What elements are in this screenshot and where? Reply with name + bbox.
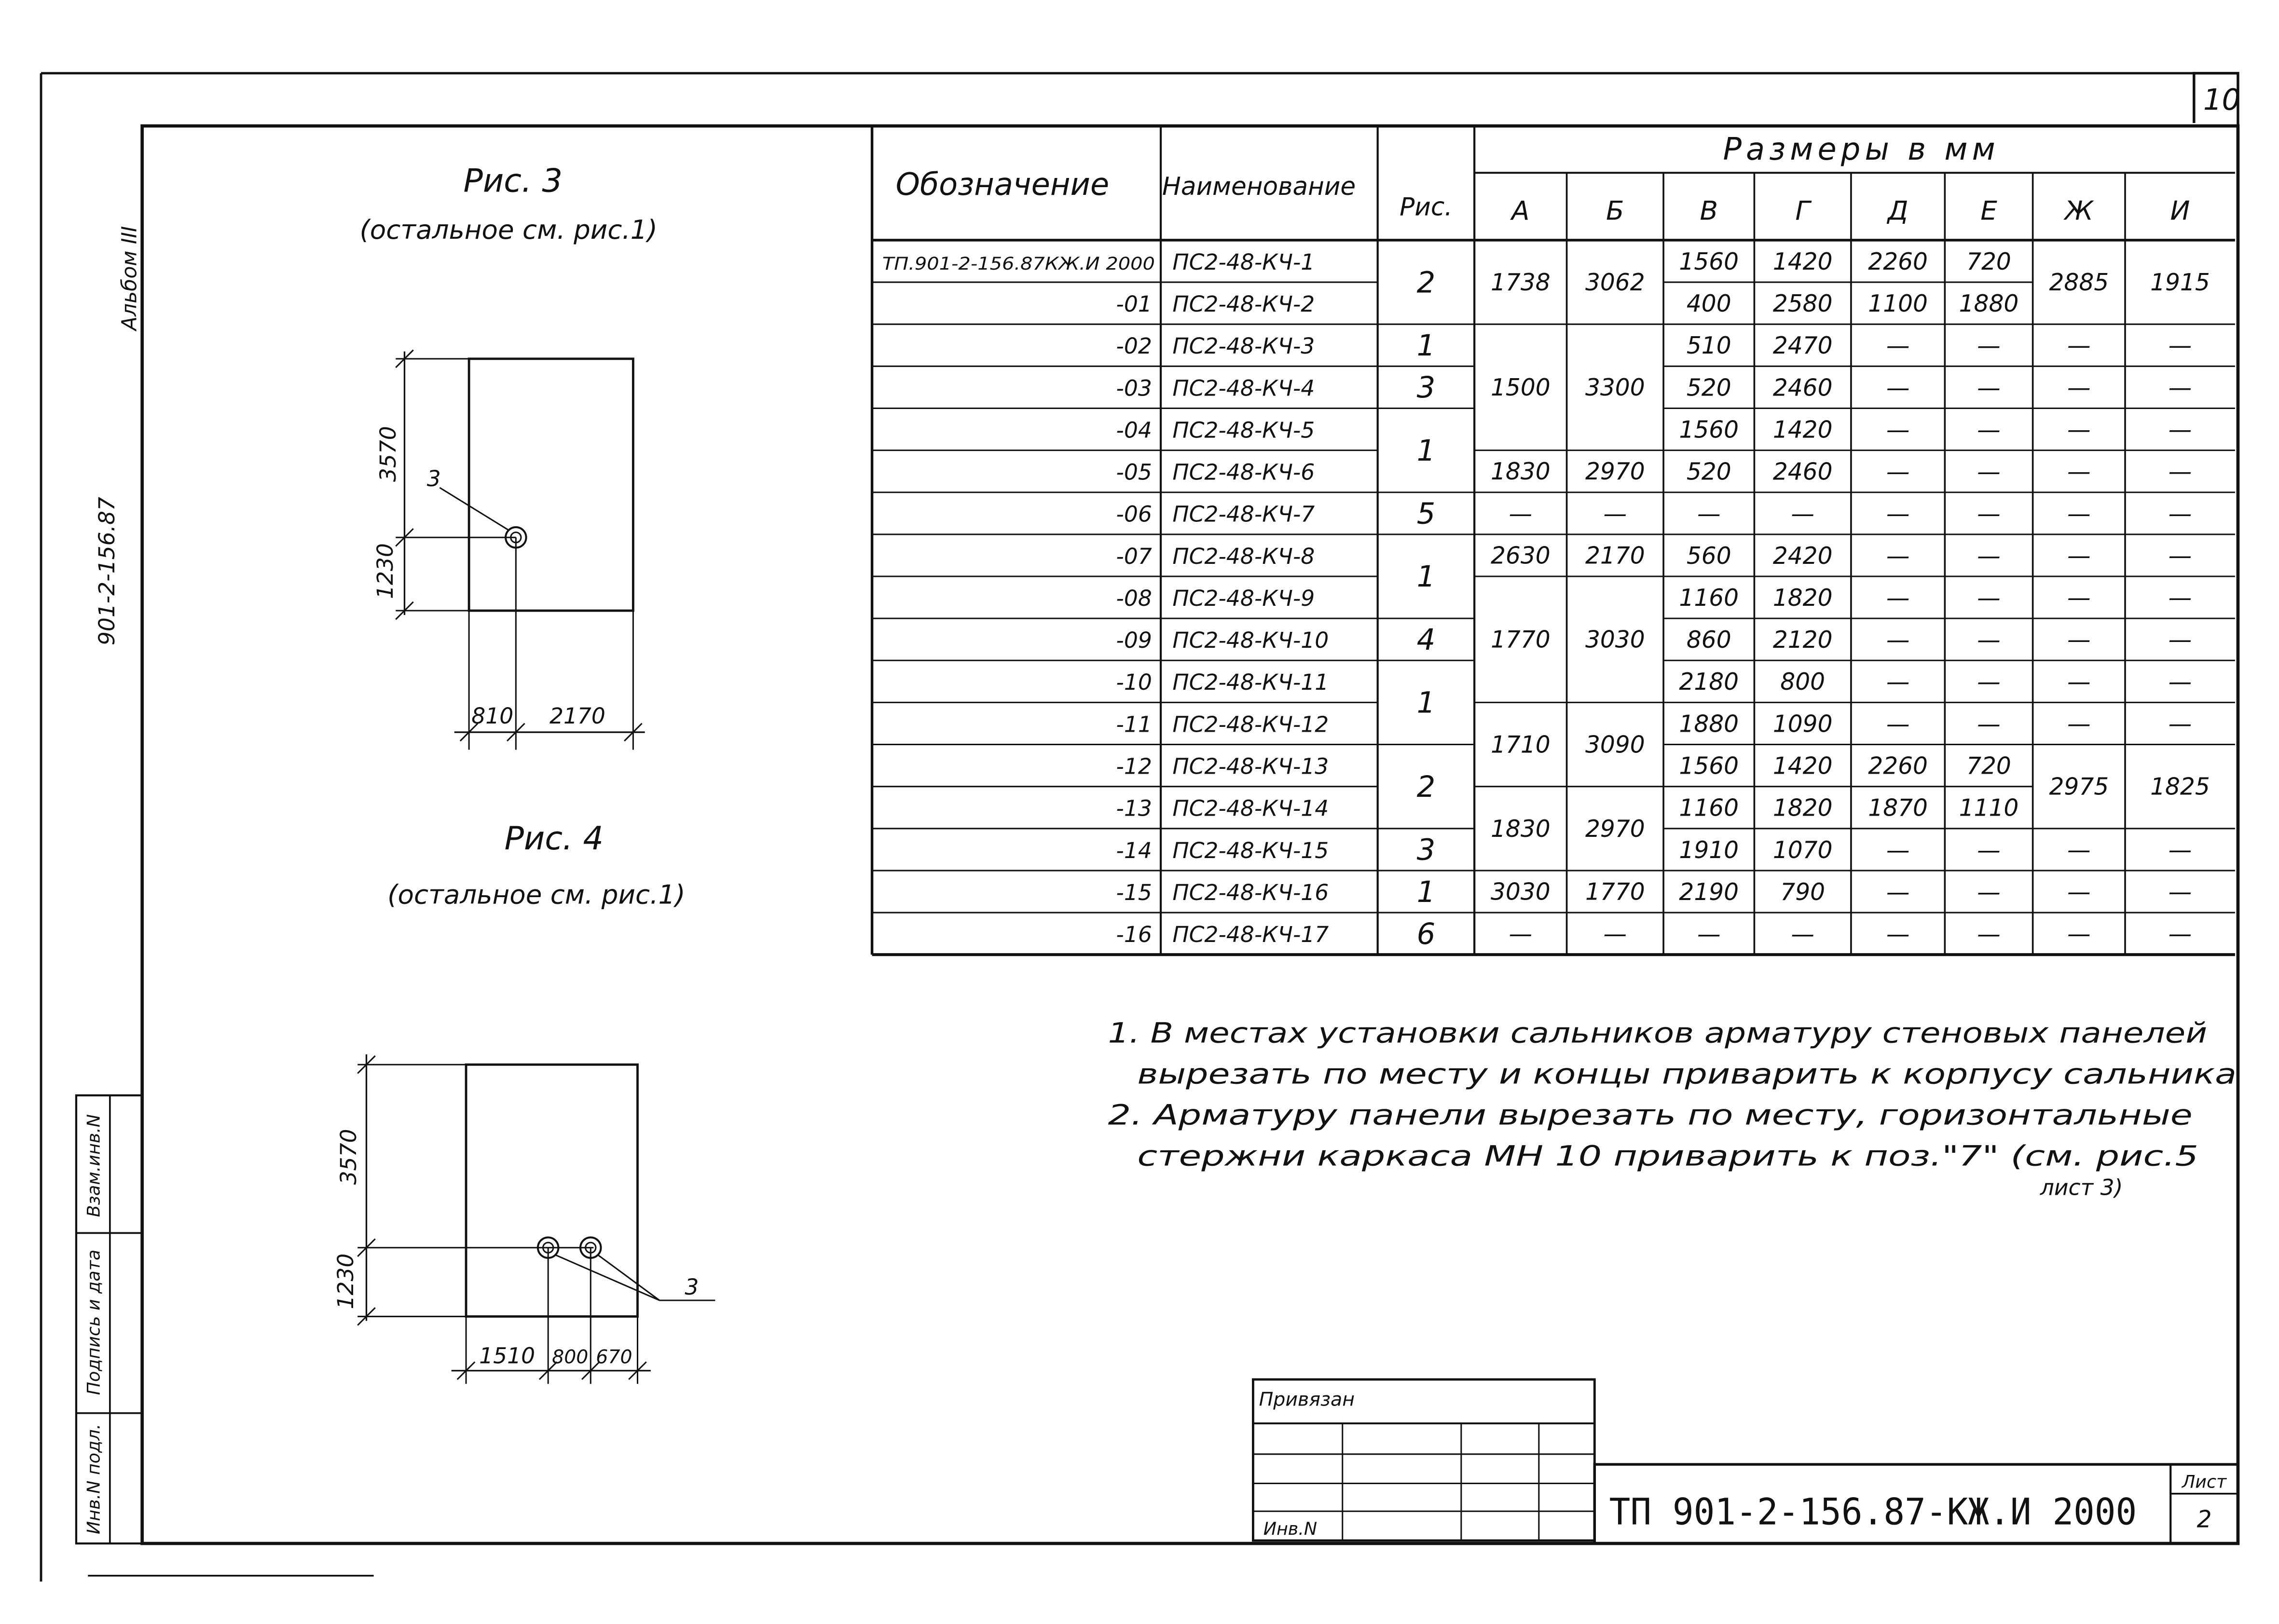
name-5: ПС2-48-КЧ-6 xyxy=(1172,459,1315,485)
stamp-list-number: 2 xyxy=(2197,1506,2212,1533)
figure-3 xyxy=(359,162,657,750)
fig4-dim-offset: 1230 xyxy=(333,1253,359,1310)
header-col-7: Ж xyxy=(2064,195,2093,226)
fig3-subtitle: (остальное см. рис.1) xyxy=(359,214,658,245)
fig4-dim-b: 800 xyxy=(552,1346,589,1368)
g-cell-3: 2460 xyxy=(1772,374,1833,402)
zh-cell-6: — xyxy=(2067,542,2091,570)
stamp-privyazan: Привязан xyxy=(1259,1388,1355,1411)
e-cell-10: — xyxy=(1977,669,2001,696)
v-cell-12: 1560 xyxy=(1679,752,1739,780)
designation-1: -01 xyxy=(1116,291,1152,317)
name-14: ПС2-48-КЧ-15 xyxy=(1172,837,1329,863)
zh-cell-3: — xyxy=(2067,416,2091,444)
d-cell-12: 2260 xyxy=(1868,752,1928,780)
zh-cell-13: — xyxy=(2067,878,2091,906)
fig-cell-1: 1 xyxy=(1416,329,1436,363)
name-15: ПС2-48-КЧ-16 xyxy=(1172,879,1329,905)
e-cell-2: — xyxy=(1977,332,2001,360)
e-cell-7: — xyxy=(1977,542,2001,570)
header-col-3: В xyxy=(1700,195,1718,226)
b-cell-7: 2970 xyxy=(1585,815,1645,843)
fig3-panel-outline xyxy=(469,359,633,611)
notes xyxy=(1108,1017,2237,1201)
name-7: ПС2-48-КЧ-8 xyxy=(1172,543,1315,569)
v-cell-3: 520 xyxy=(1686,374,1731,402)
d-cell-15: — xyxy=(1886,878,1910,906)
a-cell-5: 1770 xyxy=(1491,626,1551,654)
note-line-3: 2. Арматуру панели вырезать по месту, горизонтальные xyxy=(1108,1098,2193,1132)
project-code-vertical: 901-2-156.87 xyxy=(94,497,120,646)
e-cell-0: 720 xyxy=(1966,248,2011,275)
fig4-callout: 3 xyxy=(685,1274,699,1300)
fig-cell-5: 1 xyxy=(1416,560,1436,594)
b-cell-8: 1770 xyxy=(1585,878,1645,906)
i-cell-0: 1915 xyxy=(2150,269,2210,297)
d-cell-0: 2260 xyxy=(1868,248,1928,275)
a-cell-9: — xyxy=(1509,920,1533,948)
d-cell-5: — xyxy=(1886,458,1910,486)
zh-cell-10: — xyxy=(2067,710,2091,737)
v-cell-7: 560 xyxy=(1686,542,1731,570)
v-cell-10: 2180 xyxy=(1679,669,1739,696)
zh-cell-0: 2885 xyxy=(2049,269,2109,297)
side-label-signature: Подпись и дата xyxy=(83,1249,104,1395)
d-cell-9: — xyxy=(1886,627,1910,654)
zh-cell-12: — xyxy=(2067,836,2091,864)
i-cell-4: — xyxy=(2168,458,2192,486)
fig3-dim-left: 810 xyxy=(471,703,514,729)
b-cell-4: 2170 xyxy=(1585,542,1645,570)
designation-16: -16 xyxy=(1116,922,1152,948)
i-cell-8: — xyxy=(2168,626,2192,654)
fig-cell-10: 1 xyxy=(1416,875,1436,909)
e-cell-14: — xyxy=(1977,836,2001,864)
g-cell-16: — xyxy=(1791,921,1814,948)
d-cell-13: 1870 xyxy=(1868,794,1928,822)
e-cell-8: — xyxy=(1977,585,2001,612)
note-line-4: стержни каркаса МН 10 приварить к поз."7" (см. рис.5 xyxy=(1137,1139,2198,1173)
zh-cell-5: — xyxy=(2067,500,2091,528)
e-cell-3: — xyxy=(1977,374,2001,402)
e-cell-12: 720 xyxy=(1966,752,2011,780)
g-cell-1: 2580 xyxy=(1772,290,1833,318)
sheet-number: 10 xyxy=(2203,83,2241,117)
designation-10: -10 xyxy=(1116,669,1152,696)
fig4-title: Рис. 4 xyxy=(504,819,604,857)
header-col-5: Д xyxy=(1887,195,1908,226)
i-cell-3: — xyxy=(2168,416,2192,444)
header-col-8: И xyxy=(2170,195,2190,226)
d-cell-14: — xyxy=(1886,836,1910,864)
i-cell-12: — xyxy=(2168,836,2192,864)
v-cell-6: — xyxy=(1697,500,1721,528)
header-fig: Рис. xyxy=(1400,192,1453,222)
b-cell-0: 3062 xyxy=(1585,269,1645,297)
d-cell-11: — xyxy=(1886,710,1910,738)
header-col-4: Г xyxy=(1795,195,1810,226)
g-cell-9: 2120 xyxy=(1772,627,1833,654)
header-name: Наименование xyxy=(1162,172,1356,201)
name-4: ПС2-48-КЧ-5 xyxy=(1172,417,1315,443)
a-cell-2: 1830 xyxy=(1491,458,1551,486)
b-cell-5: 3030 xyxy=(1585,626,1645,654)
name-10: ПС2-48-КЧ-11 xyxy=(1172,669,1329,696)
designation-11: -11 xyxy=(1116,711,1152,737)
i-cell-7: — xyxy=(2168,584,2192,612)
g-cell-5: 2460 xyxy=(1772,458,1833,486)
b-cell-6: 3090 xyxy=(1585,731,1645,759)
a-cell-7: 1830 xyxy=(1491,815,1551,843)
e-cell-6: — xyxy=(1977,500,2001,528)
d-cell-16: — xyxy=(1886,921,1910,948)
d-cell-2: — xyxy=(1886,332,1910,360)
name-16: ПС2-48-КЧ-17 xyxy=(1172,922,1329,948)
designation-13: -13 xyxy=(1116,795,1152,821)
d-cell-3: — xyxy=(1886,374,1910,402)
name-9: ПС2-48-КЧ-10 xyxy=(1172,628,1329,654)
v-cell-11: 1880 xyxy=(1679,710,1739,738)
g-cell-6: — xyxy=(1791,500,1814,528)
stamp-list-label: Лист xyxy=(2182,1471,2227,1492)
zh-cell-7: — xyxy=(2067,584,2091,612)
figure-4 xyxy=(333,819,715,1384)
fig-cell-2: 3 xyxy=(1416,371,1436,405)
name-0: ПС2-48-КЧ-1 xyxy=(1172,249,1315,275)
header-col-1: А xyxy=(1511,195,1530,226)
v-cell-2: 510 xyxy=(1686,332,1731,360)
zh-cell-2: — xyxy=(2067,374,2091,401)
v-cell-14: 1910 xyxy=(1679,836,1739,864)
fig3-title: Рис. 3 xyxy=(463,162,563,200)
header-col-6: Е xyxy=(1980,195,1997,226)
fig-cell-8: 2 xyxy=(1416,770,1436,804)
designation-8: -08 xyxy=(1116,586,1152,611)
left-margin xyxy=(76,226,142,1543)
designation-6: -06 xyxy=(1116,501,1152,527)
e-cell-1: 1880 xyxy=(1959,290,2019,318)
header-sizes: Размеры в мм xyxy=(1723,131,2000,167)
stamp-inv: Инв.N xyxy=(1263,1518,1318,1539)
fig-cell-6: 4 xyxy=(1416,623,1436,657)
fig3-dim-height: 3570 xyxy=(375,426,401,482)
i-cell-9: — xyxy=(2168,668,2192,696)
fig3-dim-offset: 1230 xyxy=(372,543,398,600)
side-label-inv-podl: Инв.N подл. xyxy=(83,1423,104,1534)
b-cell-3: — xyxy=(1603,500,1627,528)
g-cell-10: 800 xyxy=(1780,669,1826,696)
g-cell-8: 1820 xyxy=(1772,585,1833,612)
sizes-table xyxy=(872,126,2235,955)
e-cell-5: — xyxy=(1977,458,2001,486)
g-cell-7: 2420 xyxy=(1772,542,1833,570)
designation-12: -12 xyxy=(1116,753,1152,779)
fig4-dim-a: 1510 xyxy=(479,1343,535,1369)
d-cell-10: — xyxy=(1886,669,1910,696)
g-cell-0: 1420 xyxy=(1772,248,1833,275)
a-cell-4: 2630 xyxy=(1491,542,1551,570)
note-line-2: вырезать по месту и концы приварить к корпусу сальника xyxy=(1137,1057,2237,1091)
i-cell-5: — xyxy=(2168,500,2192,528)
designation-7: -07 xyxy=(1116,543,1152,569)
zh-cell-11: 2975 xyxy=(2049,773,2109,801)
name-3: ПС2-48-КЧ-4 xyxy=(1172,375,1315,401)
e-cell-15: — xyxy=(1977,878,2001,906)
v-cell-16: — xyxy=(1697,921,1721,948)
fig3-callout: 3 xyxy=(426,465,441,491)
fig-cell-0: 2 xyxy=(1416,266,1436,300)
g-cell-13: 1820 xyxy=(1772,794,1833,822)
fig4-subtitle: (остальное см. рис.1) xyxy=(387,879,686,910)
designation-5: -05 xyxy=(1116,459,1152,485)
i-cell-1: — xyxy=(2168,332,2192,359)
v-cell-8: 1160 xyxy=(1679,585,1739,612)
v-cell-0: 1560 xyxy=(1679,248,1739,275)
title-block xyxy=(1253,1379,2238,1543)
side-label-vzam: Взам.инв.N xyxy=(83,1114,104,1217)
designation-15: -15 xyxy=(1116,879,1152,905)
fig-cell-4: 5 xyxy=(1416,497,1436,531)
header-col-2: Б xyxy=(1606,195,1624,226)
e-cell-16: — xyxy=(1977,921,2001,948)
g-cell-15: 790 xyxy=(1780,878,1826,906)
a-cell-1: 1500 xyxy=(1491,374,1551,401)
i-cell-6: — xyxy=(2168,542,2192,570)
b-cell-9: — xyxy=(1603,920,1627,948)
d-cell-4: — xyxy=(1886,416,1910,444)
a-cell-3: — xyxy=(1509,500,1533,528)
d-cell-7: — xyxy=(1886,542,1910,570)
i-cell-11: 1825 xyxy=(2150,773,2210,801)
name-8: ПС2-48-КЧ-9 xyxy=(1172,586,1315,611)
stamp-doc-code: ТП 901-2-156.87-КЖ.И 2000 xyxy=(1609,1490,2137,1533)
designation-3: -03 xyxy=(1116,375,1152,401)
e-cell-11: — xyxy=(1977,710,2001,738)
name-2: ПС2-48-КЧ-3 xyxy=(1172,333,1315,359)
fig4-panel-outline xyxy=(466,1064,637,1316)
i-cell-10: — xyxy=(2168,710,2192,737)
name-12: ПС2-48-КЧ-13 xyxy=(1172,753,1329,779)
d-cell-8: — xyxy=(1886,585,1910,612)
album-label: Альбом III xyxy=(118,226,142,331)
d-cell-6: — xyxy=(1886,500,1910,528)
designation-2: -02 xyxy=(1116,333,1152,359)
fig3-dim-right: 2170 xyxy=(549,703,605,729)
fig-cell-11: 6 xyxy=(1416,917,1436,951)
zh-cell-4: — xyxy=(2067,458,2091,486)
g-cell-14: 1070 xyxy=(1772,836,1833,864)
name-13: ПС2-48-КЧ-14 xyxy=(1172,795,1329,821)
fig-cell-3: 1 xyxy=(1416,434,1436,468)
name-1: ПС2-48-КЧ-2 xyxy=(1172,291,1315,317)
a-cell-8: 3030 xyxy=(1491,878,1551,906)
name-6: ПС2-48-КЧ-7 xyxy=(1172,501,1315,527)
name-11: ПС2-48-КЧ-12 xyxy=(1172,711,1329,737)
g-cell-2: 2470 xyxy=(1772,332,1833,360)
fig4-dim-c: 670 xyxy=(596,1346,632,1368)
i-cell-2: — xyxy=(2168,374,2192,401)
designation-0: ТП.901-2-156.87КЖ.И 2000 xyxy=(882,253,1155,274)
zh-cell-14: — xyxy=(2067,920,2091,948)
v-cell-9: 860 xyxy=(1686,627,1731,654)
a-cell-0: 1738 xyxy=(1491,269,1551,297)
i-cell-13: — xyxy=(2168,878,2192,906)
b-cell-1: 3300 xyxy=(1585,374,1645,401)
designation-9: -09 xyxy=(1116,628,1152,654)
fig-cell-9: 3 xyxy=(1416,833,1436,867)
g-cell-4: 1420 xyxy=(1772,416,1833,444)
e-cell-4: — xyxy=(1977,416,2001,444)
a-cell-6: 1710 xyxy=(1491,731,1551,759)
i-cell-14: — xyxy=(2168,920,2192,948)
zh-cell-1: — xyxy=(2067,332,2091,359)
designation-4: -04 xyxy=(1116,417,1152,443)
designation-14: -14 xyxy=(1116,837,1152,863)
d-cell-1: 1100 xyxy=(1868,290,1928,318)
v-cell-15: 2190 xyxy=(1679,878,1739,906)
header-designation: Обозначение xyxy=(895,166,1110,203)
fig-cell-7: 1 xyxy=(1416,686,1436,720)
v-cell-13: 1160 xyxy=(1679,794,1739,822)
note-line-5: лист 3) xyxy=(2040,1174,2123,1201)
v-cell-5: 520 xyxy=(1686,458,1731,486)
note-line-1: 1. В местах установки сальников арматуру стеновых панелей xyxy=(1108,1016,2208,1050)
e-cell-9: — xyxy=(1977,627,2001,654)
fig4-dim-height: 3570 xyxy=(336,1129,362,1185)
v-cell-1: 400 xyxy=(1686,290,1731,318)
v-cell-4: 1560 xyxy=(1679,416,1739,444)
zh-cell-9: — xyxy=(2067,668,2091,696)
g-cell-12: 1420 xyxy=(1772,752,1833,780)
g-cell-11: 1090 xyxy=(1772,710,1833,738)
zh-cell-8: — xyxy=(2067,626,2091,654)
e-cell-13: 1110 xyxy=(1959,794,2019,822)
b-cell-2: 2970 xyxy=(1585,458,1645,486)
